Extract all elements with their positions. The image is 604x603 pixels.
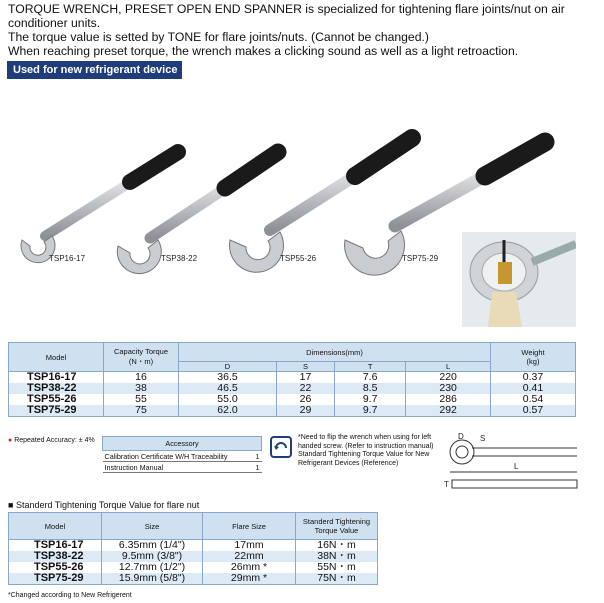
t-cell: 9.7 bbox=[334, 394, 405, 405]
intro-line-3: When reaching preset torque, the wrench makes a clicking sound as well as a light retroaction. bbox=[8, 44, 519, 58]
d-cell: 36.5 bbox=[179, 372, 277, 384]
wrench-label-3: TSP55-26 bbox=[280, 254, 317, 263]
square-icon: ■ bbox=[8, 500, 14, 510]
refrigerant-badge: Used for new refrigerant device bbox=[7, 61, 182, 79]
dim-label-s: S bbox=[480, 434, 486, 443]
model-cell: TSP38-22 bbox=[9, 383, 104, 394]
flare-value: 26mm bbox=[230, 561, 261, 573]
col-flare: Flare Size bbox=[203, 513, 296, 540]
weight-cell: 0.57 bbox=[491, 405, 576, 417]
capacity-cell: 16 bbox=[104, 372, 179, 384]
dimension-diagram bbox=[442, 432, 584, 492]
weight-cell: 0.37 bbox=[491, 372, 576, 384]
accuracy-text: Repeated Accuracy: ± 4% bbox=[14, 437, 95, 444]
col-torque: Standerd Tightening Torque Value bbox=[296, 513, 378, 540]
torque-cell: 16N・m bbox=[296, 540, 378, 552]
dim-label-d: D bbox=[458, 432, 464, 441]
col-l: L bbox=[406, 362, 491, 372]
t-cell: 9.7 bbox=[334, 405, 405, 417]
torque-cell: 38N・m bbox=[296, 551, 378, 562]
accessory-qty: 1 bbox=[250, 451, 262, 462]
spec-table bbox=[8, 342, 576, 417]
flip-note: *Need to flip the wrench when using for left handed screw. (Refer to instruction manual) Standard Tightening Torque Value for New Refrigerant Devices (Reference) bbox=[298, 434, 434, 467]
d-cell: 55.0 bbox=[179, 394, 277, 405]
intro-text bbox=[8, 2, 598, 58]
col-d: D bbox=[179, 362, 277, 372]
model-cell: TSP38-22 bbox=[9, 551, 102, 562]
size-cell: 6.35mm (1/4") bbox=[102, 540, 203, 552]
table-row bbox=[9, 394, 576, 405]
capacity-cell: 38 bbox=[104, 383, 179, 394]
dim-label-t: T bbox=[444, 480, 449, 489]
l-cell: 292 bbox=[406, 405, 491, 417]
model-cell: TSP75-29 bbox=[9, 573, 102, 585]
d-cell: 46.5 bbox=[179, 383, 277, 394]
accessory-header: Accessory bbox=[103, 437, 262, 451]
table-row bbox=[9, 372, 576, 384]
weight-cell: 0.41 bbox=[491, 383, 576, 394]
intro-line-2: The torque value is setted by TONE for flare joints/nuts. (Cannot be changed.) bbox=[8, 30, 429, 44]
l-cell: 286 bbox=[406, 394, 491, 405]
col-t: T bbox=[334, 362, 405, 372]
wrench-label-4: TSP75-29 bbox=[402, 254, 439, 263]
s-cell: 26 bbox=[276, 394, 334, 405]
usage-photo bbox=[462, 232, 576, 327]
capacity-cell: 75 bbox=[104, 405, 179, 417]
accessory-table bbox=[102, 436, 262, 473]
table-row bbox=[9, 405, 576, 417]
changed-mark: * bbox=[263, 572, 268, 584]
size-cell: 12.7mm (1/2") bbox=[102, 562, 203, 573]
s-cell: 17 bbox=[276, 372, 334, 384]
model-cell: TSP16-17 bbox=[9, 372, 104, 384]
col-model: Model bbox=[9, 513, 102, 540]
table-row bbox=[9, 383, 576, 394]
model-cell: TSP55-26 bbox=[9, 394, 104, 405]
flare-value: 29mm bbox=[230, 572, 261, 584]
size-cell: 9.5mm (3/8") bbox=[102, 551, 203, 562]
capacity-cell: 55 bbox=[104, 394, 179, 405]
torque-cell: 55N・m bbox=[296, 562, 378, 573]
std-table-title bbox=[8, 500, 199, 510]
torque-cell: 75N・m bbox=[296, 573, 378, 585]
std-torque-table bbox=[8, 512, 378, 585]
std-title-text: Standerd Tightening Torque Value for flare nut bbox=[15, 500, 200, 510]
flare-value: 22mm bbox=[234, 550, 264, 562]
model-cell: TSP75-29 bbox=[9, 405, 104, 417]
footnote: *Changed according to New Refrigerent bbox=[8, 592, 132, 599]
accessory-item bbox=[103, 462, 262, 473]
accessory-qty: 1 bbox=[250, 462, 262, 473]
changed-mark: * bbox=[263, 561, 268, 573]
col-size: Size bbox=[102, 513, 203, 540]
wrench-label-1: TSP16-17 bbox=[49, 254, 86, 263]
t-cell: 7.6 bbox=[334, 372, 405, 384]
accuracy-note bbox=[8, 437, 95, 444]
col-weight: Weight (kg) bbox=[491, 343, 576, 372]
intro-line-1: TORQUE WRENCH, PRESET OPEN END SPANNER is specialized for tightening flare joints/nut on air conditioner units. bbox=[8, 2, 565, 30]
wrench-label-2: TSP38-22 bbox=[161, 254, 198, 263]
col-capacity: Capacity Torque (N・m) bbox=[104, 343, 179, 372]
accessory-name: Calibration Certificate W/H Traceability bbox=[103, 451, 250, 462]
col-model: Model bbox=[9, 343, 104, 372]
accessory-item bbox=[103, 451, 262, 462]
model-cell: TSP55-26 bbox=[9, 562, 102, 573]
t-cell: 8.5 bbox=[334, 383, 405, 394]
accessory-name: Instruction Manual bbox=[103, 462, 250, 473]
bullet-icon: ● bbox=[8, 437, 13, 444]
s-cell: 29 bbox=[276, 405, 334, 417]
d-cell: 62.0 bbox=[179, 405, 277, 417]
weight-cell: 0.54 bbox=[491, 394, 576, 405]
model-cell: TSP16-17 bbox=[9, 540, 102, 552]
l-cell: 220 bbox=[406, 372, 491, 384]
col-s: S bbox=[276, 362, 334, 372]
s-cell: 22 bbox=[276, 383, 334, 394]
col-dimensions: Dimensions(mm) bbox=[179, 343, 491, 362]
l-cell: 230 bbox=[406, 383, 491, 394]
flare-cell bbox=[203, 573, 296, 585]
flare-value: 17mm bbox=[234, 539, 264, 551]
size-cell: 15.9mm (5/8") bbox=[102, 573, 203, 585]
dim-label-l: L bbox=[514, 462, 519, 471]
table-row bbox=[9, 573, 378, 585]
